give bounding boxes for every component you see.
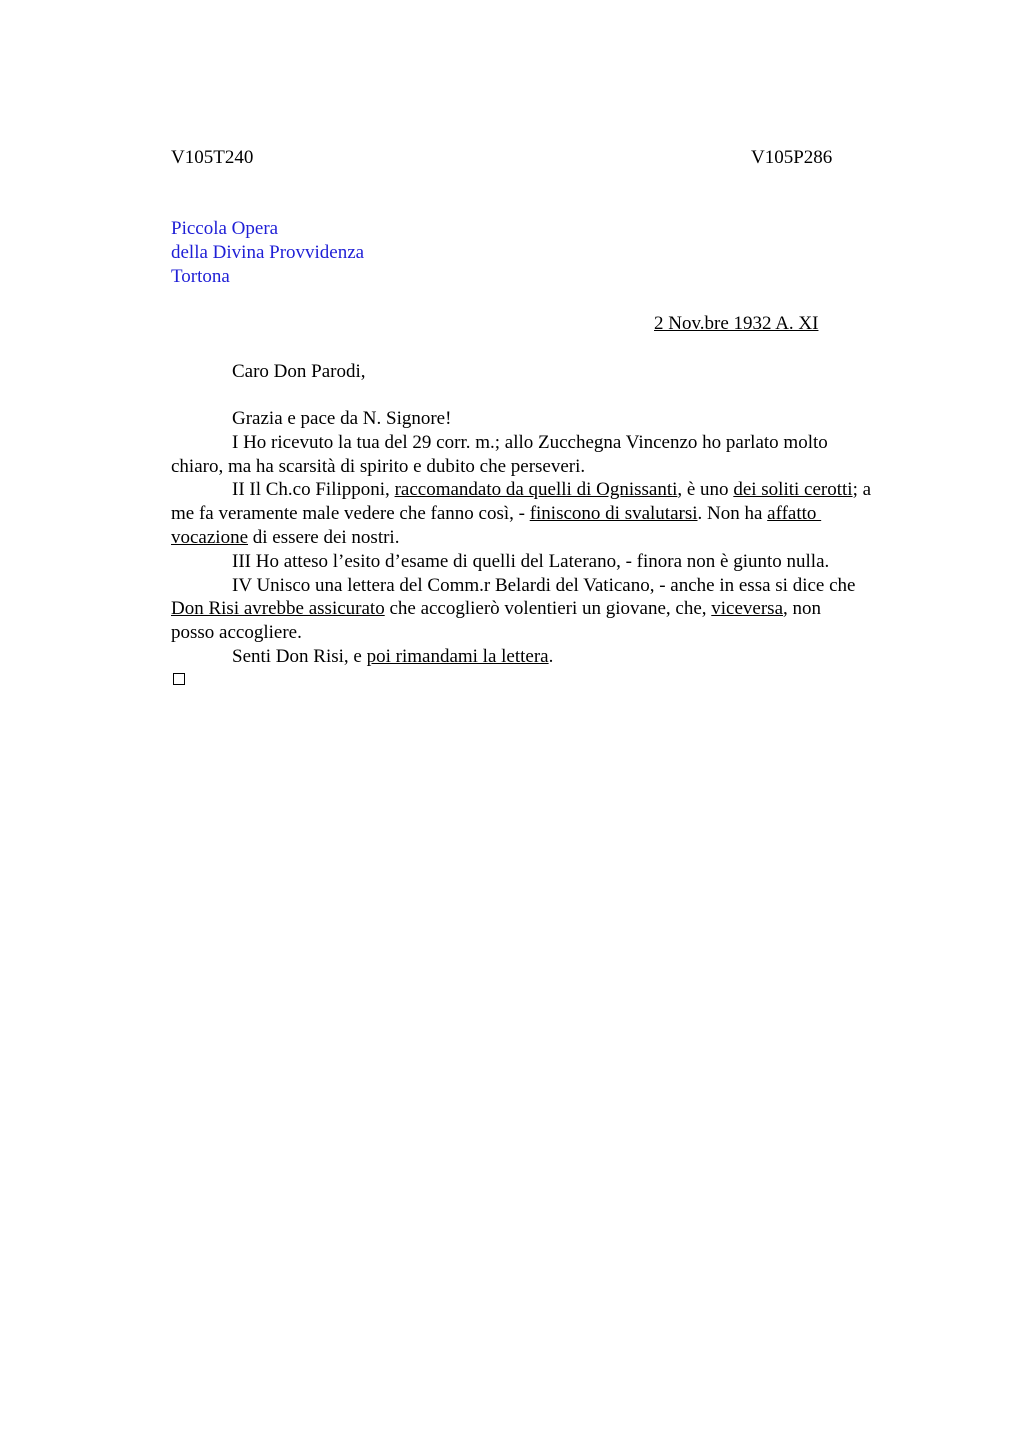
underlined-phrase: dei soliti cerotti [733,479,853,501]
paragraph-1 [171,431,931,455]
underlined-phrase: poi rimandami la lettera [366,645,549,667]
text-run: . Non ha [697,503,768,525]
letterhead [171,217,364,289]
underlined-phrase: finiscono di svalutarsi [529,503,698,525]
text-run: Senti Don Risi, e [232,645,367,667]
paragraph-5 [171,645,931,669]
text-run: che accoglierò volentieri un giovane, che, [384,598,712,620]
paragraph-2-continuation [171,526,931,550]
paragraph-4-continuation [171,621,931,645]
greeting-paragraph [171,407,931,431]
text-run: ; a [852,479,872,501]
letterhead-line: della Divina Provvidenza [171,242,365,263]
letter-body [171,407,931,669]
paragraph-4-continuation [171,597,931,621]
greeting-text: Grazia e pace da N. Signore! [232,408,452,429]
underlined-phrase: Don Risi avrebbe assicurato [171,598,385,620]
paragraph-1-continuation [171,455,931,479]
letterhead-line: Tortona [171,266,230,287]
paragraph-2-continuation [171,502,931,526]
paragraph-1-line-1: I Ho ricevuto la tua del 29 corr. m.; allo Zucchegna Vincenzo ho parlato molto [232,431,828,453]
document-ref-right: V105P286 [751,147,833,168]
paragraph-4 [171,574,931,598]
document-ref-left: V105T240 [171,147,254,168]
underlined-phrase: affatto [767,503,822,525]
paragraph-3 [171,550,931,574]
letter-date: 2 Nov.bre 1932 A. XI [654,313,819,334]
checkbox-symbol-icon [173,673,185,685]
text-run: III Ho atteso l’esito d’esame di quelli del Laterano, - finora non è giunto nulla. [232,550,830,572]
text-run: , è uno [677,479,734,501]
text-run: di essere dei nostri. [248,526,400,548]
text-run: posso accogliere. [171,622,302,644]
salutation: Caro Don Parodi, [232,361,366,382]
paragraph-1-line-2: chiaro, ma ha scarsità di spirito e dubito che perseveri. [171,455,586,477]
text-run: . [548,645,554,667]
underlined-phrase: viceversa [711,598,783,620]
letterhead-line: Piccola Opera [171,218,279,239]
underlined-phrase: raccomandato da quelli di Ognissanti [394,479,678,501]
text-run: II Il Ch.co Filipponi, [232,479,395,501]
text-run: me fa veramente male vedere che fanno così, - [171,503,530,525]
text-run: IV Unisco una lettera del Comm.r Belardi del Vaticano, - anche in essa si dice che [232,574,856,596]
text-run: , non [783,598,821,620]
paragraph-2 [171,478,931,502]
underlined-phrase: vocazione [171,526,249,548]
